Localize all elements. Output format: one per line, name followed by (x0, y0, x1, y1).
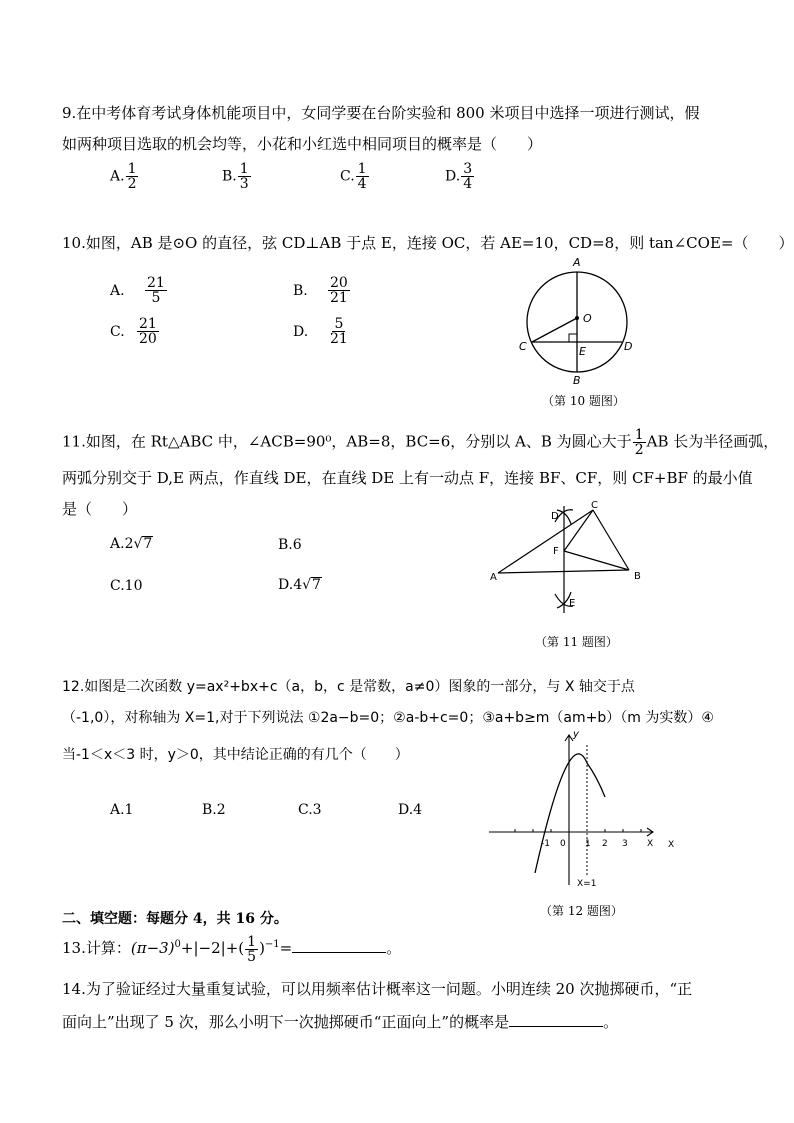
q11-option-d: D.4√7 (278, 577, 321, 593)
q10-option-b: B. $\frac{20}{21}$ (293, 275, 348, 306)
tick-3: 3 (622, 839, 628, 849)
label-d: D (624, 340, 633, 353)
q11-triangle-figure (485, 498, 645, 618)
label-f: F (553, 546, 559, 557)
label-e: E (569, 598, 576, 609)
q9-option-d: D. $\frac{3}{4}$ (445, 161, 473, 192)
q14-line1: 14.为了验证经过大量重复试验，可以用频率估计概率这一问题。小明连续 20 次抛掷硬币，“正 (62, 980, 693, 998)
q9-option-c: C. $\frac{1}{4}$ (340, 161, 367, 192)
label-e: E (579, 345, 586, 358)
q12-line2: （-1,0），对称轴为 X=1,对于下列说法 ①2a−b=0；②a-b+c=0；③a+b≥m（am+b）（m 为实数）④ (62, 710, 714, 726)
right-angle-mark (569, 334, 577, 342)
q9-line2: 如两种项目选取的机会均等，小花和小红选中相同项目的概率是（ ） (62, 135, 543, 153)
q11-line2: 两弧分别交于 D,E 两点，作直线 DE，在直线 DE 上有一动点 F，连接 BF、CF，则 CF+BF 的最小值 (62, 469, 753, 487)
label-c: C (519, 340, 527, 353)
label-x-eq-1: X=1 (577, 879, 597, 889)
q11-option-a: A.2√7 (110, 536, 153, 552)
q10-line1: 10.如图，AB 是⊙O 的直径，弦 CD⊥AB 于点 E，连接 OC，若 AE=10，CD=8，则 tan∠COE=（ ） (62, 234, 794, 252)
q13-answer-blank[interactable] (292, 936, 386, 953)
q10-option-a: A. $\frac{21}{5}$ (110, 275, 165, 306)
segment-ac (498, 510, 593, 573)
label-b: B (634, 571, 641, 582)
label-o: O (583, 312, 592, 325)
tick-1: 1 (585, 839, 591, 849)
q9-line1: 9.在中考体育考试身体机能项目中，女同学要在台阶实验和 800 米项目中选择一项进行测试，假 (62, 104, 700, 122)
label-c: C (591, 500, 598, 511)
q12-option-b: B.2 (202, 802, 226, 818)
q10-option-d: D. $\frac{5}{21}$ (293, 316, 348, 347)
label-x-end: X (668, 840, 675, 850)
center-point (575, 316, 579, 320)
q10-option-c: C. $\frac{21}{20}$ (110, 316, 157, 347)
tick-neg1: -1 (541, 839, 550, 849)
label-a: A (490, 572, 497, 583)
q12-option-a: A.1 (110, 802, 134, 818)
section2-title: 二、填空题：每题分 4，共 16 分。 (62, 911, 288, 927)
tick-2: 2 (602, 839, 608, 849)
label-y: y (573, 729, 579, 740)
q12-line1: 12.如图是二次函数 y=ax²+bx+c（a，b，c 是常数，a≠0）图象的一部分，与 X 轴交于点 (62, 679, 635, 695)
q14-line2: 面向上”出现了 5 次，那么小明下一次抛掷硬币“正面向上”的概率是 。 (62, 1010, 618, 1033)
q9-option-a: A. $\frac{1}{2}$ (110, 161, 137, 192)
q14-answer-blank[interactable] (509, 1010, 603, 1027)
q12-caption: （第 12 题图） (540, 904, 623, 918)
q9-option-b: B. $\frac{1}{3}$ (222, 161, 249, 192)
segment-oc (532, 318, 577, 342)
label-b: B (573, 374, 581, 387)
q12-line3: 当-1＜x＜3 时，y＞0，其中结论正确的有几个（ ） (62, 747, 409, 763)
q11-option-b: B.6 (278, 537, 302, 553)
label-a: A (573, 256, 581, 269)
segment-cf (564, 510, 593, 551)
label-x: X (647, 839, 654, 849)
q11-caption: （第 11 题图） (535, 635, 618, 649)
parabola-curve (535, 754, 605, 873)
q11-line3: 是（ ） (62, 500, 138, 518)
q11-option-c: C.10 (110, 578, 143, 594)
q12-option-d: D.4 (398, 802, 423, 818)
q11-line1: 11.如图，在 Rt△ABC 中，∠ACB=90⁰，AB=8，BC=6，分别以 A、B 为圆心大于 $\frac{1}{2}$ AB 长为半径画弧， (62, 427, 779, 458)
q13-line: 13.计算：$(\pi-3)^0+|-2|+$( $\frac{1}{5}$ )$^{-1}$= 。 (62, 933, 402, 965)
q12-parabola-figure (485, 725, 685, 895)
q12-option-c: C.3 (298, 802, 322, 818)
tick-0: 0 (560, 839, 566, 849)
q10-caption: （第 10 题图） (542, 394, 625, 408)
label-d: D (551, 511, 559, 522)
q10-circle-figure (510, 252, 645, 392)
